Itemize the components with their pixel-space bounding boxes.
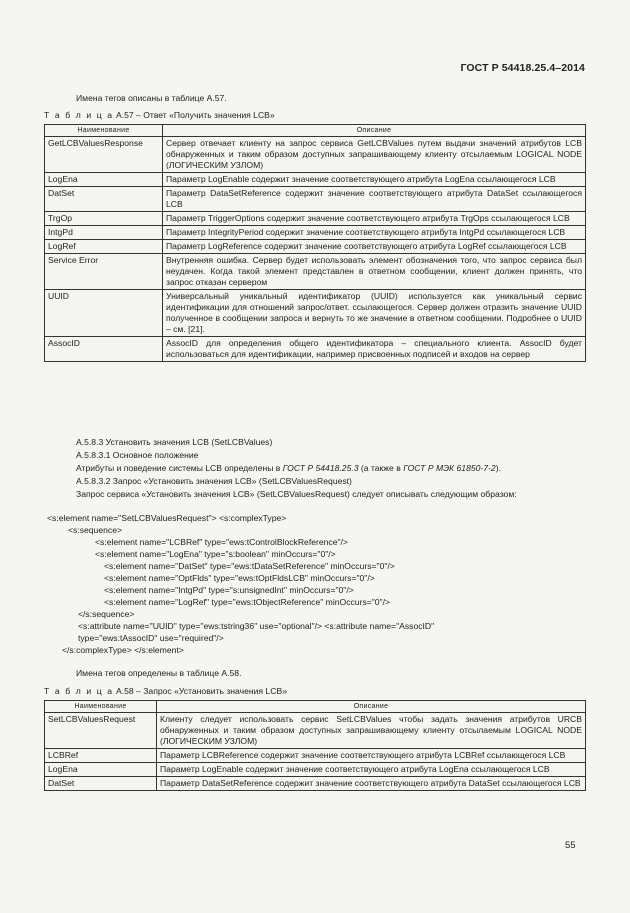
table-row bbox=[45, 187, 586, 212]
code-line: <s:element name="IntgPd" type="s:unsignedInt" minOccurs="0"/> bbox=[104, 585, 354, 595]
table-caption-title: А.57 – Ответ «Получить значения LCB» bbox=[115, 110, 275, 120]
code-line: <s:element name="LogEna" type="s:boolean" minOccurs="0"/> bbox=[95, 549, 336, 559]
standard-reference: ГОСТ Р МЭК 61850-7-2 bbox=[403, 463, 496, 473]
table-row bbox=[45, 290, 586, 337]
code-line: <s:element name="SetLCBValuesRequest"> <s:complexType> bbox=[47, 513, 287, 523]
row-description: Параметр DataSetReference содержит значение соответствующего атрибута DataSet ссылающегося LCB bbox=[157, 777, 586, 791]
code-line: <s:element name="OptFlds" type="ews:tOptFldsLCB" minOccurs="0"/> bbox=[104, 573, 375, 583]
code-line: type="ews:tAssocID" use="required"/> bbox=[78, 633, 224, 643]
row-name: DatSet bbox=[45, 187, 163, 212]
table-row bbox=[45, 137, 586, 173]
row-name: LCBRef bbox=[45, 749, 157, 763]
table-caption-prefix: Т а б л и ц а bbox=[44, 686, 114, 696]
code-line: <s:element name="LCBRef" type="ews:tControlBlockReference"/> bbox=[95, 537, 348, 547]
code-line: <s:sequence> bbox=[68, 525, 122, 535]
table-a57-caption bbox=[44, 110, 275, 121]
row-description: Параметр DataSetReference содержит значение соответствующего атрибута DataSet ссылающегося LCB bbox=[163, 187, 586, 212]
row-name: GetLCBValuesResponse bbox=[45, 137, 163, 173]
section-heading-a583: А.5.8.3 Установить значения LCB (SetLCBValues) bbox=[76, 437, 273, 447]
table-caption-prefix: Т а б л и ц а bbox=[44, 110, 114, 120]
request-intro-text: Запрос сервиса «Установить значения LCB» (SetLCBValuesRequest) следует описывать следующим образом: bbox=[76, 489, 517, 499]
code-line: </s:complexType> </s:element> bbox=[62, 645, 184, 655]
row-description: Параметр LogEnable содержит значение соответствующего атрибута LogEna ссылающегося LCB bbox=[157, 763, 586, 777]
row-description: Параметр TriggerOptions содержит значение соответствующего атрибута TrgOps ссылающегося LCB bbox=[163, 212, 586, 226]
column-header-description: Описание bbox=[163, 125, 586, 137]
table-caption-title: А.58 – Запрос «Установить значения LCB» bbox=[115, 686, 287, 696]
row-name: IntgPd bbox=[45, 226, 163, 240]
table-row bbox=[45, 763, 586, 777]
table-row bbox=[45, 240, 586, 254]
table-a58 bbox=[44, 700, 586, 791]
section-heading-a5831: А.5.8.3.1 Основное положение bbox=[76, 450, 199, 460]
row-description: Сервер отвечает клиенту на запрос сервиса GetLCBValues путем выдачи значений атрибутов LCB обнаруженных и таким образом доступных запрашивающему клиенту отсылаемым LOGICAL NODE (ЛОГИЧЕСКИМ УЗЛОМ) bbox=[163, 137, 586, 173]
standard-reference: ГОСТ Р 54418.25.3 bbox=[282, 463, 359, 473]
attributes-paragraph: Атрибуты и поведение системы LCB определены в ГОСТ Р 54418.25.3 (а также в ГОСТ Р МЭК 61850-7-2). bbox=[76, 463, 501, 473]
table-row bbox=[45, 777, 586, 791]
row-name: LogEna bbox=[45, 763, 157, 777]
row-name: TrgOp bbox=[45, 212, 163, 226]
row-description: Клиенту следует использовать сервис SetLCBValues чтобы задать значения атрибутов URCB обнаруженных и таким образом доступных запрашивающему клиенту отсылаемым LOGICAL NODE (ЛОГИЧЕСКИМ УЗЛОМ) bbox=[157, 713, 586, 749]
column-header-name: Наименование bbox=[45, 125, 163, 137]
row-description: Параметр LCBReference содержит значение соответствующего атрибута LCBRef ссылающегося LCB bbox=[157, 749, 586, 763]
row-name: Service Error bbox=[45, 254, 163, 290]
row-name: UUID bbox=[45, 290, 163, 337]
code-line: <s:attribute name="UUID" type="ews:tstring36" use="optional"/> <s:attribute name="AssocID" bbox=[78, 621, 435, 631]
column-header-description: Описание bbox=[157, 701, 586, 713]
table-row bbox=[45, 337, 586, 362]
code-line: </s:sequence> bbox=[78, 609, 135, 619]
code-line: <s:element name="LogRef" type="ews:tObjectReference" minOccurs="0"/> bbox=[104, 597, 391, 607]
code-line: <s:element name="DatSet" type="ews:tDataSetReference" minOccurs="0"/> bbox=[104, 561, 395, 571]
row-description: Параметр IntegrityPeriod содержит значение соответствующего атрибута IntgPd ссылающегося LCB bbox=[163, 226, 586, 240]
row-description: Внутренняя ошибка. Сервер будет использовать элемент обозначения того, что запрос сервиса был неудачен. Когда такой элемент представлен в ответном сообщении, клиент должен принять, что запрос отказан сервером bbox=[163, 254, 586, 290]
row-description: AssocID для определения общего идентификатора – специального клиента. AssocID будет использоваться для идентификации, например присвоенных подписей и входов на сервер bbox=[163, 337, 586, 362]
row-name: AssocID bbox=[45, 337, 163, 362]
row-description: Параметр LogReference содержит значение соответствующего атрибута LogRef ссылающегося LCB bbox=[163, 240, 586, 254]
row-description: Универсальный уникальный идентификатор (UUID) используется как уникальный сервис идентификации для отношений запрос/ответ. ссылающегося. Сервер должен отразить значение UUID полученное в сообщении запроса и вернуть то же значение в ответном сообщении. Подробнее о UUID – см. [21]. bbox=[163, 290, 586, 337]
table-row bbox=[45, 749, 586, 763]
row-name: LogEna bbox=[45, 173, 163, 187]
table-a57 bbox=[44, 124, 586, 362]
row-name: SetLCBValuesRequest bbox=[45, 713, 157, 749]
table-a58-caption bbox=[44, 686, 287, 697]
table-reference-text: Имена тегов определены в таблице А.58. bbox=[76, 668, 242, 678]
table-row bbox=[45, 713, 586, 749]
row-name: LogRef bbox=[45, 240, 163, 254]
table-row bbox=[45, 212, 586, 226]
row-name: DatSet bbox=[45, 777, 157, 791]
table-row bbox=[45, 254, 586, 290]
table-row bbox=[45, 173, 586, 187]
row-description: Параметр LogEnable содержит значение соответствующего атрибута LogEna ссылающегося LCB bbox=[163, 173, 586, 187]
section-heading-a5832: А.5.8.3.2 Запрос «Установить значения LCB» (SetLCBValuesRequest) bbox=[76, 476, 352, 486]
table-reference-text: Имена тегов описаны в таблице А.57. bbox=[76, 93, 227, 103]
table-row bbox=[45, 226, 586, 240]
document-code: ГОСТ Р 54418.25.4–2014 bbox=[460, 62, 585, 74]
page-number: 55 bbox=[565, 840, 576, 851]
column-header-name: Наименование bbox=[45, 701, 157, 713]
